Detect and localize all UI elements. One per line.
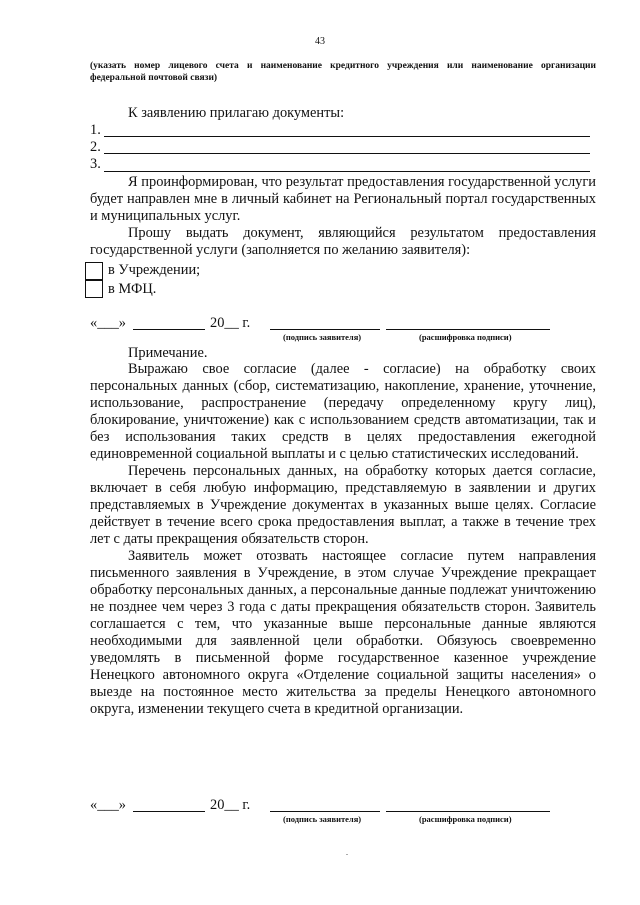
info-paragraph: Я проинформирован, что результат предоставления государственной услуги будет направлен мне в личный кабинет на Региональный портал государственных и муниципальных услуг.	[90, 174, 596, 224]
signature-caption-2: (подпись заявителя)	[283, 814, 362, 824]
attachment-number-2: 2.	[90, 139, 101, 155]
sign-date-month-line-2[interactable]	[133, 811, 205, 812]
option-label-mfc: в МФЦ.	[108, 281, 157, 297]
sign-date-day-2: «___»	[90, 797, 126, 813]
attachment-number-1: 1.	[90, 122, 101, 138]
signature-line-2[interactable]	[270, 811, 380, 812]
signature-decode-caption-2: (расшифровка подписи)	[419, 814, 512, 824]
signature-line[interactable]	[270, 329, 380, 330]
consent-paragraph: Заявитель может отозвать настоящее согласие путем направления письменного заявления в Учреждение, в этом случае Учреждение прекращает обработку персональных данных, а персональные данные подлежат уничтожению не позднее чем через 3 года с даты прекращения обязательств сторон. Заявитель соглашается с тем, что указанные выше персональные данные являются необходимыми для заявленной цели обработки. Обязуюсь своевременно уведомлять в письменной форме государственное казенное учреждение Ненецкого автономного округа «Отделение социальной защиты населения» о выезде на постоянное место жительства за пределы Ненецкого автономного округа, изменении текущего счета в кредитной организации.	[90, 548, 596, 717]
request-paragraph: Прошу выдать документ, являющийся результатом предоставления государственной услуги (заполняется по желанию заявителя):	[90, 225, 596, 258]
scan-speck	[346, 854, 348, 855]
sign-date-year: 20__ г.	[210, 315, 251, 331]
account-note: (указать номер лицевого счета и наименование кредитного учреждения или наименование организации федеральной почтовой связи)	[90, 61, 596, 83]
sign-date-month-line[interactable]	[133, 329, 205, 330]
consent-paragraph: Перечень персональных данных, на обработку которых дается согласие, включает в себя любую информацию, представляемую в заявлении и других представляемых в Учреждение документах в указанных выше целях. Согласие действует в течение всего срока предоставления выплат, а также в течение трех лет с даты прекращения обязательств сторон.	[90, 463, 596, 547]
signature-decode-caption: (расшифровка подписи)	[419, 332, 512, 342]
attachment-line-2[interactable]	[104, 153, 590, 154]
consent-paragraph: Выражаю свое согласие (далее - согласие) на обработку своих персональных данных (сбор, систематизацию, накопление, хранение, уточнение, использование, распространение (передачу определенному кругу лиц), блокирование, уничтожение) как с использованием средств автоматизации, так и без использования таких средств в целях предоставления ежегодной единовременной социальной выплаты и с целью статистических исследований.	[90, 361, 596, 462]
page-number: 43	[315, 36, 325, 47]
signature-decode-line-2[interactable]	[386, 811, 550, 812]
attachments-heading: К заявлению прилагаю документы:	[128, 105, 345, 121]
sign-date-year-2: 20__ г.	[210, 797, 251, 813]
signature-decode-line[interactable]	[386, 329, 550, 330]
option-label-institution: в Учреждении;	[108, 262, 201, 278]
attachment-line-3[interactable]	[104, 171, 590, 172]
signature-caption: (подпись заявителя)	[283, 332, 362, 342]
note-heading: Примечание.	[128, 345, 208, 361]
sign-date-day: «___»	[90, 315, 126, 331]
attachment-number-3: 3.	[90, 156, 101, 172]
option-checkbox-institution[interactable]	[85, 262, 103, 280]
attachment-line-1[interactable]	[104, 136, 590, 137]
option-checkbox-mfc[interactable]	[85, 280, 103, 298]
consent-text	[90, 361, 596, 718]
